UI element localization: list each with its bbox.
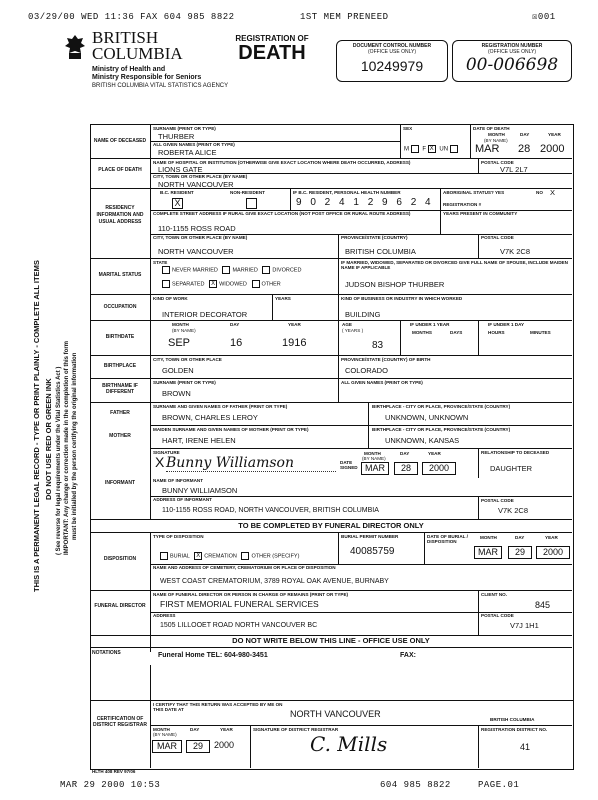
given-names-value: ROBERTA ALICE: [158, 148, 217, 157]
disposition-year-label: YEAR: [545, 535, 558, 540]
hospital-label: NAME OF HOSPITAL OR INSTITUTION (OTHERWISE GIVE EXACT LOCATION WHERE DEATH OCCURRED, ADDRESS): [153, 160, 411, 165]
section-notations: NOTATIONS: [92, 650, 121, 656]
sex-f-label: F: [422, 146, 427, 153]
months-label: MONTHS: [412, 330, 432, 335]
funeral-director-name-label: NAME OF FUNERAL DIRECTOR OR PERSON IN CHARGE OF REMAINS (PRINT OR TYPE): [153, 592, 349, 597]
other-marital-checkbox[interactable]: [252, 280, 260, 288]
province-name: [92, 30, 183, 62]
sex-un-label: UN: [439, 146, 449, 153]
informant-signature-label: SIGNATURE: [153, 450, 180, 455]
phn-value: 9 0 2 4 1 2 9 6 2 4: [296, 197, 434, 208]
funeral-director-banner: TO BE COMPLETED BY FUNERAL DIRECTOR ONLY: [238, 521, 424, 530]
place-city-value: NORTH VANCOUVER: [158, 180, 234, 189]
sex-m-label: M: [404, 146, 409, 153]
doc-control-number: 10249979: [360, 58, 424, 74]
divorced-label: DIVORCED: [272, 267, 302, 274]
form-title-sub: REGISTRATION OF: [235, 34, 309, 43]
father-birthplace-label: BIRTHPLACE - CITY OR PLACE, PROVINCE/STATE (COUNTRY): [372, 404, 511, 409]
disposition-options: [160, 552, 299, 560]
mother-birthplace-label: BIRTHPLACE - CITY OR PLACE, PROVINCE/STATE (COUNTRY): [372, 427, 511, 432]
dod-month-label: MONTH: [488, 132, 505, 137]
office-use-banner: DO NOT WRITE BELOW THIS LINE - OFFICE USE ONLY: [232, 636, 430, 645]
section-birthplace: BIRTHPLACE: [103, 363, 137, 369]
funeral-address-label: ADDRESS: [153, 613, 176, 618]
signature-x-mark: X: [155, 454, 165, 470]
district-number-label: REGISTRATION DISTRICT NO.: [481, 727, 548, 732]
never-married-label: NEVER MARRIED: [172, 267, 218, 274]
business-value: BUILDING: [345, 310, 381, 319]
relationship-label: RELATIONSHIP TO DECEASED: [481, 450, 550, 455]
business-label: KIND OF BUSINESS OR INDUSTRY IN WHICH WORKED: [341, 296, 463, 301]
certification-bc: BRITISH COLUMBIA: [490, 717, 535, 722]
ministry-block: [92, 66, 228, 90]
informant-month-label: MONTH: [364, 451, 381, 456]
section-place-of-death: PLACE OF DEATH: [98, 167, 142, 173]
non-resident-label: NON-RESIDENT: [230, 190, 265, 195]
birthplace-province-value: COLORADO: [345, 366, 388, 375]
birth-month-sub: (BY NAME): [172, 328, 196, 333]
days-label: DAYS: [450, 330, 463, 335]
section-birthname: BIRTHNAME IF DIFFERENT: [102, 383, 138, 395]
cremation-label: CREMATION: [204, 553, 237, 560]
section-occupation: OCCUPATION: [103, 304, 137, 310]
aboriginal-label: ABORIGINAL STATUS? YES: [443, 190, 505, 195]
funeral-director-name-value: FIRST MEMORIAL FUNERAL SERVICES: [160, 599, 319, 609]
sidebar-line-2: DO NOT USE RED OR GREEN INK: [44, 378, 53, 500]
sex-f-checkbox[interactable]: X: [429, 146, 434, 152]
registrar-signature-label: SIGNATURE OF DISTRICT REGISTRAR: [253, 727, 339, 732]
notation-fax: FAX:: [400, 652, 416, 659]
section-informant: INFORMANT: [105, 480, 135, 486]
registration-hash-label: REGISTRATION #: [443, 202, 482, 207]
dod-day-value: 28: [518, 143, 531, 155]
client-number-label: CLIENT NO.: [481, 592, 508, 597]
res-city-value: NORTH VANCOUVER: [158, 247, 234, 256]
birth-day-label: DAY: [230, 322, 240, 327]
ministry-line-1: Ministry of Health and: [92, 66, 166, 73]
registrar-signature: C. Mills: [310, 732, 388, 756]
cert-year-label: YEAR: [220, 727, 233, 732]
reg-number-label: REGISTRATION NUMBER: [481, 43, 543, 49]
birth-day-value: 16: [230, 337, 243, 349]
fax-header-right: ☒001: [532, 12, 556, 22]
res-province-value: BRITISH COLUMBIA: [345, 247, 416, 256]
section-residency: RESIDENCY INFORMATION AND USUAL ADDRESS: [96, 205, 144, 225]
minutes-label: MINUTES: [530, 330, 551, 335]
married-checkbox[interactable]: [222, 266, 230, 274]
phn-label: IF B.C. RESIDENT, PERSONAL HEALTH NUMBER: [293, 190, 401, 195]
age-value: 83: [372, 340, 384, 351]
married-label: MARRIED: [232, 267, 258, 274]
kind-of-work-value: INTERIOR DECORATOR: [162, 310, 248, 319]
informant-name-label: NAME OF INFORMANT: [153, 478, 204, 483]
informant-year-label: YEAR: [428, 451, 441, 456]
fax-footer-left: MAR 29 2000 10:53: [60, 780, 161, 790]
aboriginal-no-label: NO: [536, 190, 543, 195]
informant-postal-label: POSTAL CODE: [481, 498, 514, 503]
marital-row-2: [162, 280, 281, 288]
dod-sub-label: (BY NAME): [484, 138, 508, 143]
informant-day-label: DAY: [400, 451, 410, 456]
birthname-surname-value: BROWN: [162, 389, 191, 398]
bc-resident-label: B.C. RESIDENT: [160, 190, 194, 195]
disposition-date-label: DATE OF BURIAL / DISPOSITION: [427, 534, 468, 544]
mother-birthplace-value: UNKNOWN, KANSAS: [385, 436, 460, 445]
disposition-day-value: 29: [508, 546, 532, 559]
place-city-label: CITY, TOWN OR OTHER PLACE (BY NAME): [153, 174, 248, 179]
father-name-value: BROWN, CHARLES LEROY: [162, 413, 258, 422]
fax-header-mid: 1ST MEM PRENEED: [300, 12, 389, 22]
cert-year-value: 2000: [214, 740, 235, 750]
never-married-checkbox[interactable]: [162, 266, 170, 274]
relationship-value: DAUGHTER: [490, 464, 533, 473]
street-address-value: 110-1155 ROSS ROAD: [158, 224, 236, 233]
kind-of-work-label: KIND OF WORK: [153, 296, 188, 301]
reg-number-sub: (OFFICE USE ONLY): [488, 49, 536, 55]
age-label: AGE: [342, 322, 352, 327]
bc-crest-icon: [64, 34, 86, 60]
sex-label: SEX: [403, 126, 413, 131]
burial-permit-value: 40085759: [350, 546, 395, 557]
reg-number-value: 00-006698: [465, 55, 559, 75]
informant-year-value: 2000: [422, 462, 456, 475]
form-id: HLTH 408 REV 97/06: [92, 769, 136, 774]
surname-label: SURNAME (PRINT OR TYPE): [153, 126, 216, 131]
given-names-label: ALL GIVEN NAMES (PRINT OR TYPE): [153, 142, 235, 147]
non-resident-checkbox[interactable]: [246, 198, 257, 209]
sidebar-line-1: THIS IS A PERMANENT LEGAL RECORD - TYPE OR PRINT PLAINLY - COMPLETE ALL ITEMS: [32, 260, 41, 592]
province-line-1: BRITISH: [92, 28, 159, 47]
street-address-label: COMPLETE STREET ADDRESS IF RURAL GIVE EXACT LOCATION (NOT POST OFFICE OR RURAL ROUTE ADDRESS): [153, 211, 411, 216]
funeral-address-value: 1505 LILLOOET ROAD NORTH VANCOUVER BC: [160, 622, 318, 629]
informant-address-label: ADDRESS OF INFORMANT: [153, 497, 212, 502]
dod-year-value: 2000: [540, 143, 565, 155]
informant-postal-value: V7K 2C8: [498, 506, 529, 515]
birth-month-label: MONTH: [172, 322, 189, 327]
fax-footer-mid: 604 985 8822: [380, 780, 451, 790]
birth-year-label: YEAR: [288, 322, 301, 327]
form-title-main: DEATH: [238, 42, 306, 64]
surname-value: THURBER: [158, 132, 195, 141]
burial-permit-label: BURIAL PERMIT NUMBER: [341, 534, 399, 539]
widowed-label: WIDOWED: [219, 281, 247, 288]
cremation-checkbox[interactable]: X: [196, 553, 201, 559]
disposition-day-label: DAY: [515, 535, 525, 540]
section-marital-status: MARITAL STATUS: [98, 272, 142, 278]
birthplace-city-value: GOLDEN: [162, 366, 194, 375]
dod-day-label: DAY: [520, 132, 530, 137]
under-1-year-label: IF UNDER 1 YEAR: [410, 322, 450, 327]
certification-place: NORTH VANCOUVER: [290, 709, 381, 719]
birth-year-value: 1916: [282, 337, 307, 349]
burial-checkbox[interactable]: [160, 552, 168, 560]
res-postal-label: POSTAL CODE: [481, 235, 514, 240]
place-postal-value: V7L 2L7: [500, 165, 528, 174]
section-mother: MOTHER: [109, 433, 131, 439]
other-marital-label: OTHER: [261, 281, 281, 288]
client-number-value: 845: [535, 600, 551, 610]
father-birthplace-value: UNKNOWN, UNKNOWN: [385, 413, 469, 422]
mother-name-label: MAIDEN SURNAME AND GIVEN NAMES OF MOTHER (PRINT OR TYPE): [153, 427, 309, 432]
sex-m-checkbox[interactable]: [411, 145, 419, 153]
district-number-value: 41: [520, 742, 531, 752]
marital-row-1: [162, 266, 301, 274]
separated-checkbox[interactable]: [162, 280, 170, 288]
funeral-postal-label: POSTAL CODE: [481, 613, 514, 618]
years-community-label: YEARS PRESENT IN COMMUNITY: [443, 211, 518, 216]
occupation-years-label: YEARS: [275, 296, 291, 301]
disposition-month-value: MAR: [474, 546, 502, 559]
section-funeral-director: FUNERAL DIRECTOR: [94, 603, 146, 609]
disposition-place-value: WEST COAST CREMATORIUM, 3789 ROYAL OAK AVENUE, BURNABY: [160, 578, 389, 585]
informant-month-value: MAR: [361, 462, 389, 475]
fax-header-left: 03/29/00 WED 11:36 FAX 604 985 8822: [28, 12, 235, 22]
disposition-month-label: MONTH: [480, 535, 497, 540]
dod-month-value: MAR: [475, 143, 500, 155]
form-title: [232, 34, 312, 63]
certification-text: I CERTIFY THAT THIS RETURN WAS ACCEPTED BY ME ON THIS DATE AT: [153, 702, 283, 712]
res-province-label: PROVINCE/STATE (COUNTRY): [341, 235, 408, 240]
hospital-value: LIONS GATE: [158, 165, 203, 174]
father-name-label: SURNAME AND GIVEN NAMES OF FATHER (PRINT OR TYPE): [153, 404, 288, 409]
sex-un-checkbox[interactable]: [450, 145, 458, 153]
informant-month-sub: (BY NAME): [362, 456, 386, 461]
bc-resident-checkbox[interactable]: X: [172, 198, 183, 209]
agency-name: BRITISH COLUMBIA VITAL STATISTICS AGENCY: [92, 83, 229, 89]
disposition-type-label: TYPE OF DISPOSITION: [153, 534, 204, 539]
dod-year-label: YEAR: [548, 132, 561, 137]
funeral-postal-value: V7J 1H1: [510, 621, 539, 630]
fax-footer-right: PAGE.01: [478, 780, 520, 790]
doc-control-sub: (OFFICE USE ONLY): [368, 49, 416, 55]
res-city-label: CITY, TOWN OR OTHER PLACE (BY NAME): [153, 235, 248, 240]
birth-month-value: SEP: [168, 337, 191, 349]
birthname-given-label: ALL GIVEN NAMES (PRINT OR TYPE): [341, 380, 423, 385]
res-postal-value: V7K 2C8: [500, 247, 531, 256]
informant-day-value: 28: [394, 462, 418, 475]
informant-signature: Bunny Williamson: [166, 455, 336, 472]
section-disposition: DISPOSITION: [103, 556, 137, 562]
marital-state-label: STATE: [153, 260, 168, 265]
disposition-place-label: NAME AND ADDRESS OF CEMETERY, CREMATORIUM OR PLACE OF DISPOSITION: [153, 565, 336, 570]
other-disposition-checkbox[interactable]: [241, 552, 249, 560]
registration-number-box: [452, 40, 572, 82]
other-disposition-label: OTHER (SPECIFY): [251, 553, 300, 560]
spouse-label: IF MARRIED, WIDOWED, SEPARATED OR DIVORCED GIVE FULL NAME OF SPOUSE, INCLUDE MAIDEN NAME IF APPLICABLE: [341, 260, 568, 270]
sidebar-line-3: ( See reverse for legal requirements under the Vital Statistics Act ): [56, 366, 62, 555]
aboriginal-no-mark[interactable]: X: [550, 188, 556, 197]
section-father: FATHER: [110, 410, 130, 416]
age-sub: ( YEARS ): [342, 328, 364, 333]
hours-label: HOURS: [488, 330, 505, 335]
date-of-death-label: DATE OF DEATH: [473, 126, 510, 131]
cert-day-label: DAY: [190, 727, 200, 732]
document-control-box: [336, 40, 448, 82]
widowed-checkbox[interactable]: X: [211, 281, 216, 287]
doc-control-label: DOCUMENT CONTROL NUMBER: [352, 43, 432, 49]
sex-options: [404, 145, 460, 153]
informant-name-value: BUNNY WILLIAMSON: [162, 486, 238, 495]
ministry-line-2: Ministry Responsible for Seniors: [92, 74, 202, 81]
divorced-checkbox[interactable]: [262, 266, 270, 274]
sidebar-line-4: IMPORTANT: Any change or correction made in the completion of this form: [64, 340, 70, 555]
spouse-value: JUDSON BISHOP THURBER: [345, 280, 445, 289]
place-postal-label: POSTAL CODE: [481, 160, 514, 165]
cert-day-value: 29: [186, 740, 210, 753]
separated-label: SEPARATED: [172, 281, 205, 288]
birthplace-city-label: CITY, TOWN OR OTHER PLACE: [153, 357, 222, 362]
birthplace-province-label: PROVINCE/STATE (COUNTRY) OF BIRTH: [341, 357, 431, 362]
informant-address-value: 110-1155 ROSS ROAD, NORTH VANCOUVER, BRITISH COLUMBIA: [162, 507, 379, 514]
section-birthdate: BIRTHDATE: [105, 334, 135, 340]
cert-month-sub: (BY NAME): [153, 732, 177, 737]
cert-month-label: MONTH: [153, 727, 170, 732]
mother-name-value: HART, IRENE HELEN: [162, 436, 236, 445]
province-line-2: COLUMBIA: [92, 44, 183, 63]
burial-label: BURIAL: [170, 553, 190, 560]
section-certification: CERTIFICATION OF DISTRICT REGISTRAR: [93, 716, 147, 728]
notation-funeral-home: Funeral Home TEL: 604-980-3451: [158, 652, 268, 659]
under-1-day-label: IF UNDER 1 DAY: [488, 322, 525, 327]
sidebar-line-5: must be initialled by the person certifying the original information: [72, 352, 78, 540]
informant-date-label: DATE SIGNED: [340, 460, 358, 470]
section-name-of-deceased: NAME OF DECEASED: [93, 138, 147, 144]
birthname-surname-label: SURNAME (PRINT OR TYPE): [153, 380, 216, 385]
disposition-year-value: 2000: [536, 546, 570, 559]
cert-month-value: MAR: [152, 740, 182, 753]
